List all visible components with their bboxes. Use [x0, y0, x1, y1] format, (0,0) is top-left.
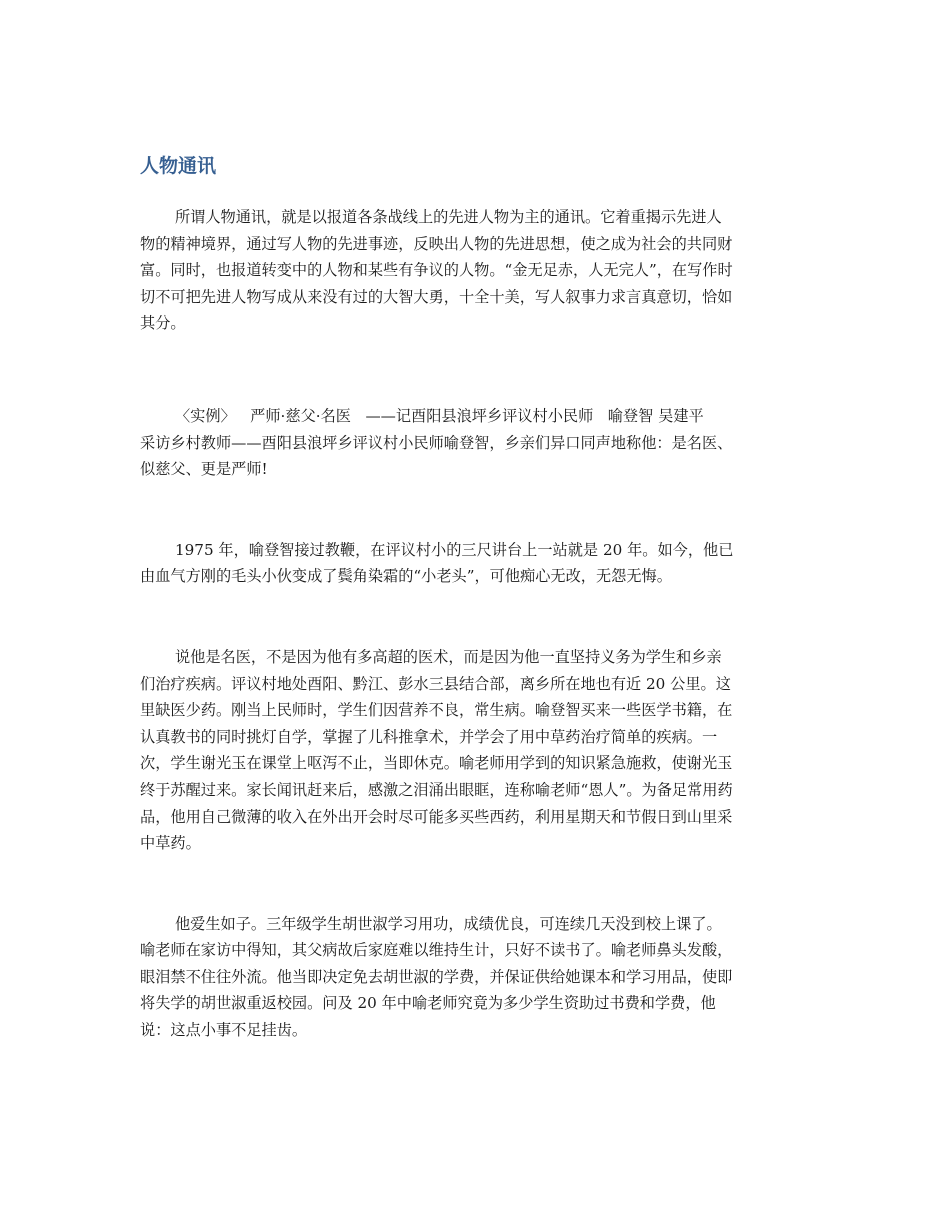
text-line: 认真教书的同时挑灯自学，掌握了儿科推拿术，并学会了用中草药治疗简单的疾病。一: [140, 727, 718, 746]
paragraph-example-title: [140, 403, 812, 483]
text-line: 将失学的胡世淑重返校园。问及 20 年中喻老师究竟为多少学生资助过书费和学费，他: [140, 994, 716, 1013]
paragraph-definition: [140, 204, 812, 337]
text-line: 切不可把先进人物写成从来没有过的大智大勇，十全十美，写人叙事力求言真意切，恰如: [140, 287, 733, 306]
text-line: 似慈父、更是严师!: [140, 460, 268, 479]
text-line: 终于苏醒过来。家长闻讯赶来后，感激之泪涌出眼眶，连称喻老师“恩人”。为备足常用药: [140, 780, 733, 799]
text-line: 品，他用自己微薄的收入在外出开会时尽可能多买些西药，利用星期天和节假日到山里采: [140, 807, 733, 826]
text-line: 次，学生谢光玉在课堂上呕泻不止，当即休克。喻老师用学到的知识紧急施救，使谢光玉: [140, 754, 733, 773]
paragraph-career: [140, 537, 812, 590]
text-line: 里缺医少药。刚当上民师时，学生们因营养不良，常生病。喻登智买来一些医学书籍，在: [140, 701, 733, 720]
text-line: 中草药。: [140, 834, 201, 853]
paragraph-father: [140, 911, 812, 1044]
text-line: 说：这点小事不足挂齿。: [140, 1021, 308, 1040]
text-line: 物的精神境界，通过写人物的先进事迹，反映出人物的先进思想，使之成为社会的共同财: [140, 234, 733, 253]
text-line: 所谓人物通讯，就是以报道各条战线上的先进人物为主的通讯。它着重揭示先进人: [174, 208, 722, 226]
text-line: 采访乡村教师——酉阳县浪坪乡评议村小民师喻登智，乡亲们异口同声地称他：是名医、: [140, 433, 733, 452]
text-line: 富。同时，也报道转变中的人物和某些有争议的人物。“金无足赤，人无完人”，在写作时: [140, 261, 733, 280]
text-line: 喻老师在家访中得知，其父病故后家庭难以维持生计，只好不读书了。喻老师鼻头发酸，: [140, 941, 733, 960]
paragraph-doctor: [140, 644, 812, 857]
text-line: 其分。: [140, 314, 186, 333]
text-line: 由血气方刚的毛头小伙变成了鬓角染霜的“小老头”，可他痴心无改，无怨无悔。: [140, 567, 672, 586]
text-line: 说他是名医，不是因为他有多高超的医术，而是因为他一直坚持义务为学生和乡亲: [174, 647, 722, 666]
text-line: 们治疗疾病。评议村地处酉阳、黔江、彭水三县结合部，离乡所在地也有近 20 公里。这: [140, 674, 731, 693]
text-line: 1975 年，喻登智接过教鞭，在评议村小的三尺讲台上一站就是 20 年。如今，他已: [174, 540, 734, 559]
document-body: [140, 150, 812, 1044]
text-line: 眼泪禁不住往外流。他当即决定免去胡世淑的学费，并保证供给她课本和学习用品，使即: [140, 967, 733, 986]
document-heading: 人物通讯: [140, 155, 217, 177]
text-line: 他爱生如子。三年级学生胡世淑学习用功，成绩优良，可连续几天没到校上课了。: [174, 914, 722, 933]
text-line: 〈实例〉 严师·慈父·名医 ——记酉阳县浪坪乡评议村小民师 喻登智 吴建平: [174, 406, 704, 425]
